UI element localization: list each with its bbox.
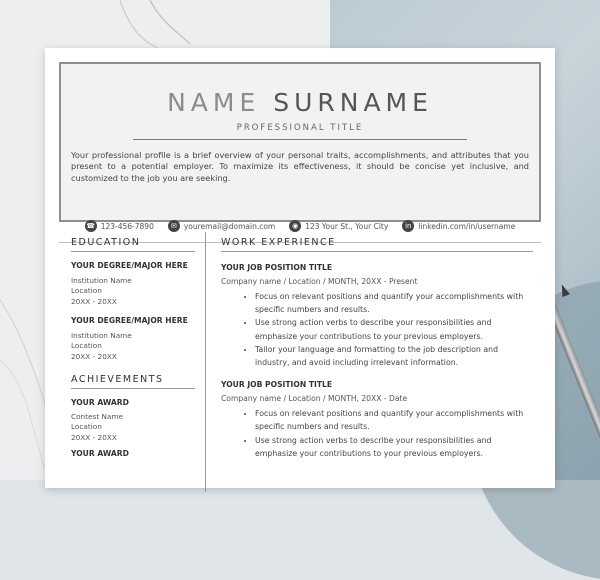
professional-title: PROFESSIONAL TITLE [236, 123, 364, 133]
job-title: YOUR JOB POSITION TITLE [221, 380, 333, 390]
job-entry [221, 380, 533, 460]
award-title: YOUR AWARD [71, 398, 129, 407]
institution-name: Institution Name [71, 275, 132, 285]
column-divider [205, 232, 206, 492]
job-meta: Company name / Location / MONTH, 20XX - Present [221, 277, 418, 286]
education-heading: EDUCATION [71, 237, 195, 252]
degree-title: YOUR DEGREE/MAJOR HERE [71, 261, 188, 270]
job-bullet: • Use strong action verbs to describe your responsibilities and emphasize your contributions to your previous employers. [255, 434, 533, 460]
achievement-dates: 20XX - 20XX [71, 432, 117, 442]
resume-page [45, 48, 555, 488]
resume-name [61, 88, 539, 117]
resume-header [59, 62, 541, 231]
title-rule [133, 139, 467, 140]
education-dates: 20XX - 20XX [71, 351, 117, 361]
job-bullets [221, 407, 533, 460]
job-bullet: • Focus on relevant positions and quantify your accomplishments with specific numbers and results. [255, 290, 533, 316]
education-location: Location [71, 341, 102, 350]
left-column [71, 237, 195, 460]
institution-name: Institution Name [71, 330, 132, 340]
email-icon: ✉ [168, 220, 180, 232]
phone-text: 123-456-7890 [100, 221, 154, 231]
achievement-item [71, 449, 195, 460]
job-meta: Company name / Location / MONTH, 20XX - Date [221, 394, 408, 404]
education-location: Location [71, 286, 102, 295]
award-title: YOUR AWARD [71, 449, 129, 458]
last-name: SURNAME [273, 88, 433, 117]
job-bullet: • Focus on relevant positions and quantify your accomplishments with specific numbers and results. [255, 407, 533, 433]
education-dates: 20XX - 20XX [71, 296, 117, 306]
job-bullet: • Use strong action verbs to describe your responsibilities and emphasize your contributions to your previous employers. [255, 316, 533, 342]
first-name: NAME [167, 88, 261, 117]
achievement-item [71, 398, 195, 443]
degree-title: YOUR DEGREE/MAJOR HERE [71, 316, 188, 325]
job-title: YOUR JOB POSITION TITLE [221, 263, 333, 272]
right-column [221, 237, 533, 460]
contact-email [168, 220, 275, 232]
phone-icon: ☎ [86, 222, 96, 230]
location-pin-icon: ◉ [289, 220, 301, 232]
contact-linkedin [402, 220, 515, 232]
job-bullet: • Tailor your language and formatting to the job description and industry, and avoid including irrelevant information. [255, 343, 533, 369]
job-entry [221, 263, 533, 369]
profile-summary: Your professional profile is a brief overview of your personal traits, accomplishments, and attributes that you present to a potential employer. To maximize its effectiveness, it should be concise yet inclusive, and customized to the job you are seeking. [71, 150, 529, 183]
contact-phone [85, 220, 154, 232]
contact-address [289, 220, 388, 232]
achievement-location: Location [71, 422, 102, 431]
education-item [71, 261, 195, 307]
contact-bar [61, 214, 539, 238]
contest-name: Contest Name [71, 411, 124, 421]
linkedin-text: linkedin.com/in/username [418, 221, 516, 231]
job-bullets [221, 290, 533, 369]
linkedin-icon: in [402, 220, 414, 232]
achievements-heading: ACHIEVEMENTS [71, 374, 195, 389]
address-text: 123 Your St., Your City [305, 221, 389, 231]
work-experience-heading: WORK EXPERIENCE [221, 237, 533, 252]
email-text: youremail@domain.com [183, 221, 276, 231]
education-item [71, 316, 195, 362]
